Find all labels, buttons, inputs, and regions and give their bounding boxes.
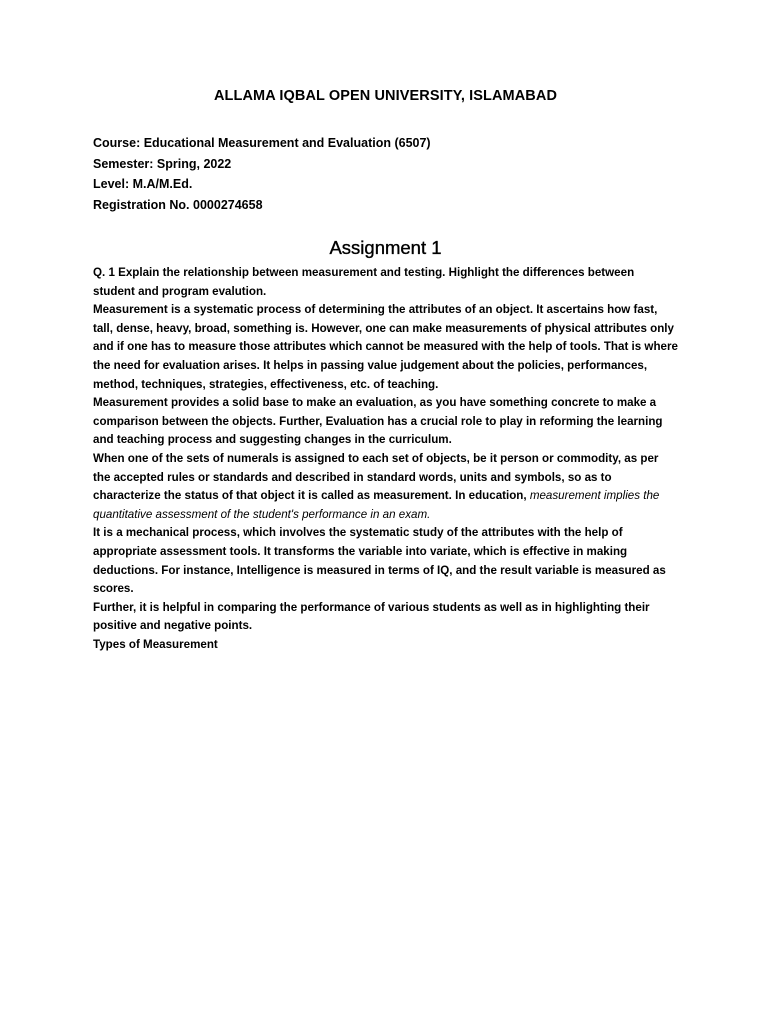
level-line: Level: M.A/M.Ed. <box>93 177 193 191</box>
paragraph-1: Measurement is a systematic process of determining the attributes of an object. It ascertains how fast, tall, dense, heavy, broad, something is. However, one can make measurements of physical attributes only and if one has to measure those attributes which cannot be measured with the help of tools. That is where the need for evaluation arises. It helps in passing value judgement about the policies, performances, method, techniques, strategies, effectiveness, etc. of teaching. <box>93 303 678 391</box>
section-heading-types: Types of Measurement <box>93 637 218 651</box>
assignment-body <box>93 264 678 654</box>
paragraph-3-italic: measurement implies the quantitative assessment of the student's performance in an exam. <box>93 489 660 521</box>
paragraph-3-main: When one of the sets of numerals is assigned to each set of objects, be it person or commodity, as per the accepted rules or standards and described in standard words, units and symbols, so as to characterize the status of that object it is called as measurement. In education, <box>93 451 659 503</box>
course-line: Course: Educational Measurement and Evaluation (6507) <box>93 136 431 150</box>
semester-line: Semester: Spring, 2022 <box>93 156 232 171</box>
registration-line: Registration No. 0000274658 <box>93 197 263 212</box>
paragraph-4: It is a mechanical process, which involves the systematic study of the attributes with the help of appropriate assessment tools. It transforms the variable into variate, which is effective in making deductions. For instance, Intelligence is measured in terms of IQ, and the result variable is measured as scores. <box>93 526 666 596</box>
paragraph-5: Further, it is helpful in comparing the performance of various students as well as in highlighting their positive and negative points. <box>93 600 650 633</box>
course-meta <box>93 133 678 215</box>
paragraph-2: Measurement provides a solid base to make an evaluation, as you have something concrete to make a comparison between the objects. Further, Evaluation has a crucial role to play in reforming the learning and teaching process and suggesting changes in the curriculum. <box>93 396 663 447</box>
question-text: Q. 1 Explain the relationship between measurement and testing. Highlight the differences between student and program evalution. <box>93 266 635 298</box>
assignment-title: Assignment 1 <box>329 237 442 258</box>
university-heading: ALLAMA IQBAL OPEN UNIVERSITY, ISLAMABAD <box>213 88 558 104</box>
paragraph-3 <box>93 450 678 524</box>
